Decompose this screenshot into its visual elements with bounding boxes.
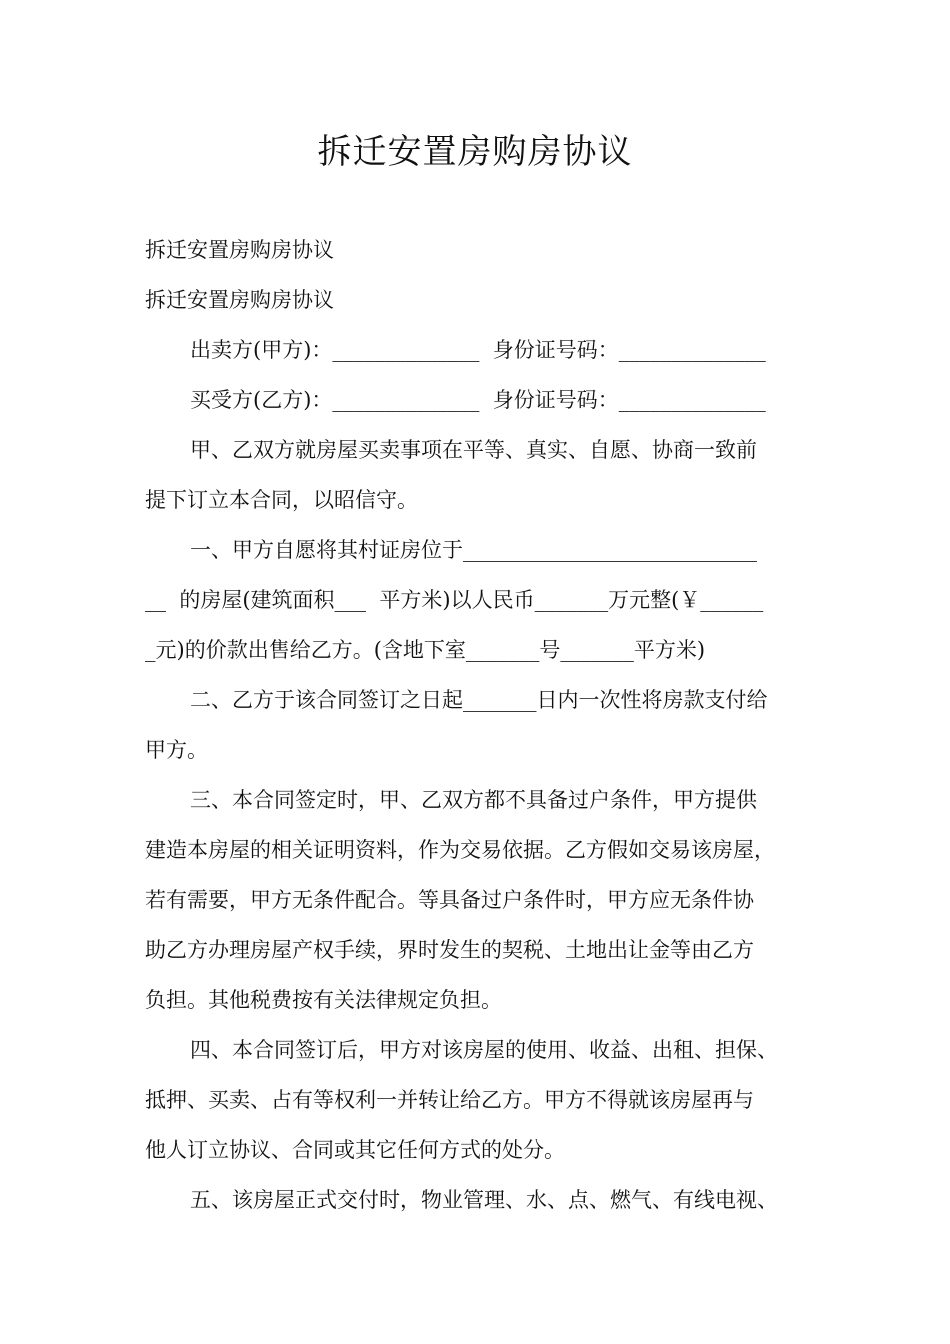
document-title: 拆迁安置房购房协议 bbox=[317, 132, 633, 172]
clause-3-line: 三、本合同签定时，甲、乙双方都不具备过户条件，甲方提供 bbox=[190, 788, 757, 812]
clause-1-line: 一、甲方自愿将其村证房位于____________________________ bbox=[190, 538, 757, 562]
text-line: 甲、乙双方就房屋买卖事项在平等、真实、自愿、协商一致前 bbox=[190, 438, 757, 462]
clause-1-line: _元)的价款出售给乙方。(含地下室_______号_______平方米) bbox=[145, 638, 706, 662]
clause-4-line: 抵押、买卖、占有等权利一并转让给乙方。甲方不得就该房屋再与 bbox=[145, 1088, 754, 1112]
clause-2-line: 二、乙方于该合同签订之日起_______日内一次性将房款支付给 bbox=[190, 688, 768, 712]
buyer-line: 买受方(乙方)：______________ 身份证号码：______________ bbox=[190, 388, 766, 412]
clause-2-line: 甲方。 bbox=[145, 738, 208, 762]
clause-3-line: 助乙方办理房屋产权手续，界时发生的契税、土地出让金等由乙方 bbox=[145, 938, 754, 962]
clause-3-line: 负担。其他税费按有关法律规定负担。 bbox=[145, 988, 502, 1012]
clause-1-line: __ 的房屋(建筑面积___ 平方米)以人民币_______万元整(￥______ bbox=[145, 588, 764, 612]
clause-4-line: 他人订立协议、合同或其它任何方式的处分。 bbox=[145, 1138, 565, 1162]
clause-3-line: 若有需要，甲方无条件配合。等具备过户条件时，甲方应无条件协 bbox=[145, 888, 754, 912]
clause-5-line: 五、该房屋正式交付时，物业管理、水、点、燃气、有线电视、 bbox=[190, 1188, 778, 1212]
text-line: 提下订立本合同，以昭信守。 bbox=[145, 488, 418, 512]
text-line: 拆迁安置房购房协议 bbox=[145, 238, 334, 262]
clause-3-line: 建造本房屋的相关证明资料，作为交易依据。乙方假如交易该房屋， bbox=[145, 838, 775, 862]
clause-4-line: 四、本合同签订后，甲方对该房屋的使用、收益、出租、担保、 bbox=[190, 1038, 778, 1062]
text-line: 拆迁安置房购房协议 bbox=[145, 288, 334, 312]
seller-line: 出卖方(甲方)：______________ 身份证号码：______________ bbox=[190, 338, 766, 362]
